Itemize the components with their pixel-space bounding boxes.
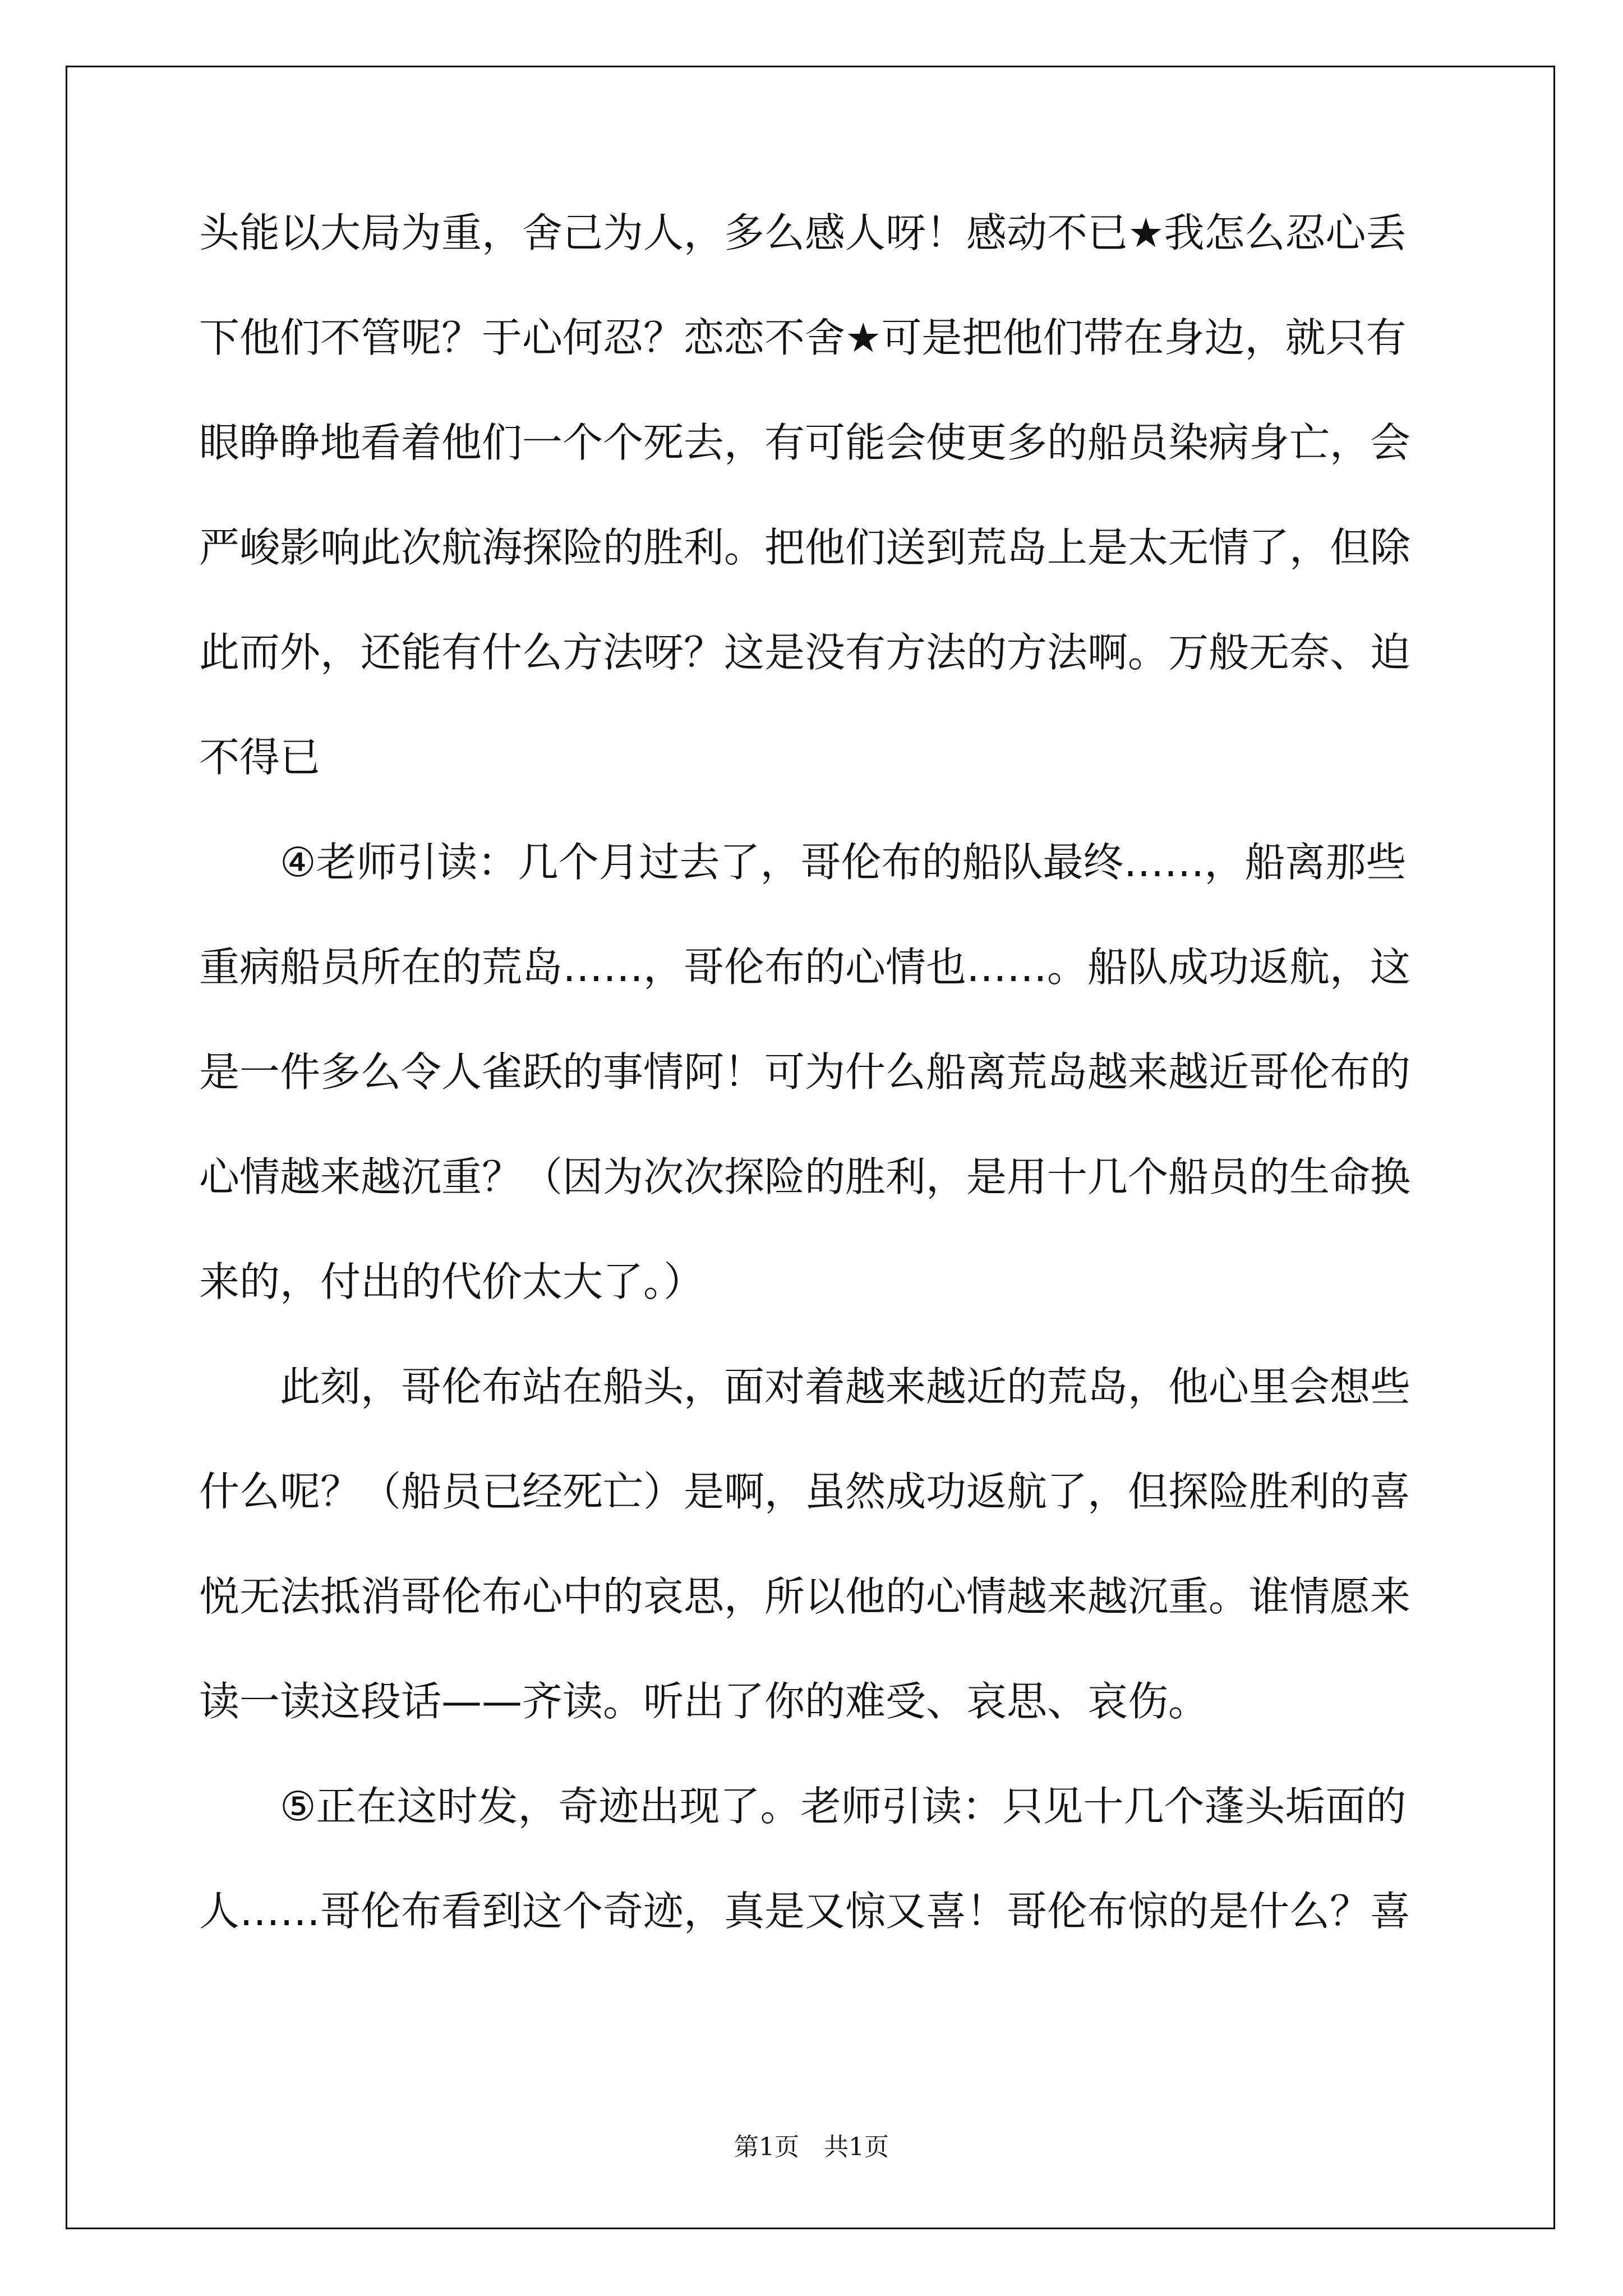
text-line: 眼睁睁地看着他们一个个死去，有可能会使更多的船员染病身亡，会 — [199, 419, 1411, 466]
text-line: 人……哥伦布看到这个奇迹，真是又惊又喜！哥伦布惊的是什么？喜 — [199, 1888, 1411, 1935]
text-line: 下他们不管呢？于心何忍？恋恋不舍★可是把他们带在身边，就只有 — [199, 314, 1407, 361]
text-line: 此而外，还能有什么方法呀？这是没有方法的方法啊。万般无奈、迫 — [199, 629, 1411, 676]
text-line: 什么呢？（船员已经死亡）是啊，虽然成功返航了，但探险胜利的喜 — [199, 1468, 1411, 1515]
text-line: 是一件多么令人雀跃的事情阿！可为什么船离荒岛越来越近哥伦布的 — [199, 1048, 1411, 1096]
text-line: 读一读这段话——齐读。听出了你的难受、哀思、哀伤。 — [199, 1678, 1209, 1725]
text-line: 悦无法抵消哥伦布心中的哀思，所以他的心情越来越沉重。谁情愿来 — [199, 1573, 1411, 1620]
text-line: 心情越来越沉重？（因为次次探险的胜利，是用十几个船员的生命换 — [199, 1153, 1411, 1200]
page-number: 第1页 共1页 — [734, 2133, 889, 2161]
text-line: 此刻，哥伦布站在船头，面对着越来越近的荒岛，他心里会想些 — [280, 1363, 1411, 1410]
page-footer — [0, 2131, 1623, 2164]
text-line: ④老师引读：几个月过去了，哥伦布的船队最终……，船离那些 — [280, 839, 1407, 886]
text-line: 重病船员所在的荒岛……，哥伦布的心情也……。船队成功返航，这 — [199, 944, 1411, 991]
text-line: 来的，付出的代价太大了。） — [199, 1258, 704, 1305]
text-line: 头能以大局为重，舍己为人，多么感人呀！感动不已★我怎么忍心丢 — [199, 209, 1407, 256]
text-line: 严峻影响此次航海探险的胜利。把他们送到荒岛上是太无情了，但除 — [199, 524, 1411, 571]
text-line: ⑤正在这时发，奇迹出现了。老师引读：只见十几个蓬头垢面的 — [280, 1783, 1407, 1830]
text-line: 不得已 — [199, 734, 321, 781]
